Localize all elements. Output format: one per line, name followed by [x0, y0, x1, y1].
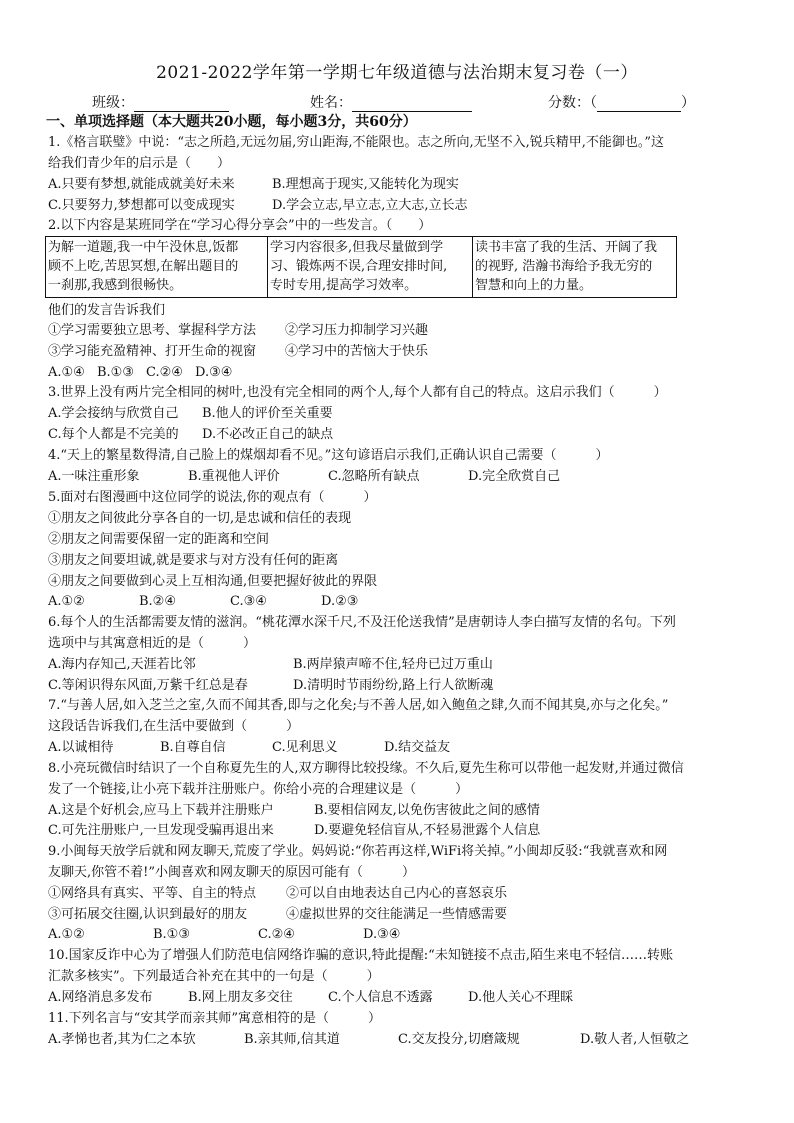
score-blank[interactable]	[597, 95, 681, 112]
q11-options	[48, 1031, 689, 1049]
q4-option-c[interactable]: C.忽略所有缺点	[328, 469, 420, 484]
q11-option-a[interactable]: A.孝悌也者,其为仁之本欤	[48, 1032, 196, 1047]
q10-option-a[interactable]: A.网络消息多发布	[48, 990, 153, 1005]
page-title: 2021-2022学年第一学期七年级道德与法治期末复习卷（一）	[156, 63, 638, 83]
score-label: 分数：	[548, 95, 590, 111]
q6-stem-1: 6.每个人的生活都需要友情的滋润。“桃花潭水深千尺,不及汪伦送我情”是唐朝诗人李白描写友情的名句。下列	[48, 615, 676, 630]
class-field[interactable]	[92, 92, 229, 112]
q9-option-c[interactable]: C.②④	[258, 927, 295, 942]
q3-option-d[interactable]: D.不必改正自己的缺点	[202, 427, 334, 442]
q5-options	[48, 593, 358, 611]
q2-cell-2-line: 习、锻炼两不误,合理安排时间,	[270, 259, 448, 274]
q2-cell-3	[472, 237, 676, 297]
q3-stem: 3.世界上没有两片完全相同的树叶,也没有完全相同的两个人,每个人都有自己的特点。这启示我们（ ）	[48, 385, 667, 400]
q8-stem-2: 发了一个链接,让小亮下载并注册账户。你给小亮的合理建议是（ ）	[48, 782, 469, 797]
q1-stem-2: 给我们青少年的启示是（ ）	[48, 156, 231, 171]
q1-stem-1: 1.《格言联璧》中说：“志之所趋,无远勿届,穷山距海,不能限也。志之所向,无坚不入,锐兵精甲,不能御也。”这	[48, 135, 664, 150]
q9-statement-4: ④虚拟世界的交往能满足一些情感需要	[286, 907, 508, 922]
q5-statement-4: ④朋友之间要做到心灵上互相沟通,但要把握好彼此的界限	[48, 574, 378, 589]
q2-stem: 2.以下内容是某班同学在“学习心得分享会”中的一些发言。（ ）	[48, 218, 432, 233]
name-label: 姓名：	[310, 95, 352, 111]
q9-statements-row1	[48, 885, 507, 903]
q8-options-row2	[48, 822, 540, 840]
q7-option-b[interactable]: B.自尊自信	[160, 740, 226, 755]
q4-option-d[interactable]: D.完全欣赏自己	[468, 469, 561, 484]
q4-option-b[interactable]: B.重视他人评价	[188, 469, 280, 484]
q2-option-b[interactable]: B.①③	[97, 365, 134, 380]
q3-option-a[interactable]: A.学会接纳与欣赏自己	[48, 406, 179, 421]
q9-option-a[interactable]: A.①②	[48, 927, 85, 942]
q10-option-d[interactable]: D.他人关心不理睬	[468, 990, 574, 1005]
q10-option-b[interactable]: B.网上朋友多交往	[188, 990, 293, 1005]
q9-statement-1: ①网络具有真实、平等、自主的特点	[48, 886, 257, 901]
q5-option-b[interactable]: B.②④	[139, 594, 176, 609]
q11-option-c[interactable]: C.交友投分,切磨箴规	[398, 1032, 520, 1047]
class-label: 班级：	[92, 95, 134, 111]
q9-statement-3: ③可拓展交往圈,认识到最好的朋友	[48, 907, 248, 922]
q8-stem-1: 8.小亮玩微信时结识了一个自称夏先生的人,双方聊得比较投缘。不久后,夏先生称可以带他一起发财,并通过微信	[48, 761, 684, 776]
q2-option-d[interactable]: D.③④	[195, 365, 233, 380]
q11-option-b[interactable]: B.亲其师,信其道	[244, 1032, 340, 1047]
q2-cell-2-line: 学习内容很多,但我尽量做到学	[270, 240, 444, 255]
q6-option-b[interactable]: B.两岸猿声啼不住,轻舟已过万重山	[293, 657, 493, 672]
q9-stem-1: 9.小闽每天放学后就和网友聊天,荒废了学业。妈妈说:“你若再这样,WiFi将关掉。”小闽却反驳:“我就喜欢和网	[48, 844, 668, 859]
q2-cell-1-line: 为解一道题,我一中午没休息,饭都	[48, 240, 239, 255]
q2-cell-2-line: 专时专用,提高学习效率。	[270, 278, 418, 293]
q8-option-d[interactable]: D.要避免轻信盲从,不轻易泄露个人信息	[314, 823, 541, 838]
q2-statements-row2	[48, 343, 428, 361]
q6-option-a[interactable]: A.海内存知己,天涯若比邻	[48, 657, 196, 672]
name-blank[interactable]	[352, 95, 472, 112]
q4-options	[48, 468, 560, 486]
q3-options-row1	[48, 405, 333, 423]
q10-options	[48, 989, 573, 1007]
q7-options	[48, 739, 450, 757]
q1-options-row1	[48, 176, 459, 194]
q3-options-row2	[48, 426, 333, 444]
class-blank[interactable]	[134, 95, 229, 112]
q5-option-c[interactable]: C.③④	[230, 594, 267, 609]
q2-cell-1	[46, 237, 267, 297]
q8-option-b[interactable]: B.要相信网友,以免伤害彼此之间的感情	[314, 803, 540, 818]
q1-option-c[interactable]: C.只要努力,梦想都可以变成现实	[48, 198, 235, 213]
q2-statement-4: ④学习中的苦恼大于快乐	[285, 344, 429, 359]
q2-statement-3: ③学习能充盈精神、打开生命的视窗	[48, 344, 257, 359]
name-field[interactable]	[310, 92, 472, 112]
q2-options	[48, 364, 232, 382]
q7-stem-2: 这段话告诉我们,在生活中要做到（ ）	[48, 719, 300, 734]
q4-stem: 4.“天上的繁星数得清,自己脸上的煤烟却看不见。”这句谚语启示我们,正确认识自己需要（ ）	[48, 448, 609, 463]
q2-cell-1-line: 顾不上吃,苦思冥想,在解出题目的	[48, 259, 239, 274]
q3-option-b[interactable]: B.他人的评价至关重要	[202, 406, 333, 421]
q1-option-b[interactable]: B.理想高于现实,又能转化为现实	[272, 177, 459, 192]
q7-option-a[interactable]: A.以诚相待	[48, 740, 114, 755]
score-paren-close: ）	[681, 95, 695, 111]
q10-stem-1: 10.国家反诈中心为了增强人们防范电信网络诈骗的意识,特此提醒:“未知链接不点击,陌生来电不轻信……转账	[48, 948, 673, 963]
section-heading: 一、单项选择题（本大题共20小题，每小题3分，共60分）	[46, 114, 417, 130]
q6-options-row2	[48, 677, 493, 695]
q9-statement-2: ②可以自由地表达自己内心的喜怒哀乐	[286, 886, 508, 901]
q2-cell-1-line: 一刹那,我感到很畅快。	[48, 278, 183, 293]
q2-cell-3-line: 智慧和向上的力量。	[475, 278, 593, 293]
q2-quote-table	[45, 236, 677, 298]
q1-option-a[interactable]: A.只要有梦想,就能成就美好未来	[48, 177, 235, 192]
q9-options	[48, 926, 400, 944]
q10-option-c[interactable]: C.个人信息不透露	[328, 990, 433, 1005]
score-field[interactable]	[548, 92, 695, 112]
q1-option-d[interactable]: D.学会立志,早立志,立大志,立长志	[272, 198, 468, 213]
q6-stem-2: 选项中与其寓意相近的是（ ）	[48, 636, 257, 651]
q3-option-c[interactable]: C.每个人都是不完美的	[48, 427, 179, 442]
q5-statement-1: ①朋友之间彼此分享各自的一切,是忠诚和信任的表现	[48, 511, 352, 526]
q2-cell-3-line: 的视野, 浩瀚书海给予我无穷的	[475, 259, 653, 274]
q10-stem-2: 汇款多核实”。下列最适合补充在其中的一句是（ ）	[48, 969, 380, 984]
q5-stem: 5.面对右图漫画中这位同学的说法,你的观点有（ ）	[48, 490, 377, 505]
score-paren-open: （	[590, 95, 597, 111]
q5-option-a[interactable]: A.①②	[48, 594, 85, 609]
q2-cell-3-line: 读书丰富了我的生活、开阔了我	[475, 240, 658, 255]
q6-option-d[interactable]: D.清明时节雨纷纷,路上行人欲断魂	[293, 678, 494, 693]
q2-cell-2	[267, 237, 472, 297]
q6-options-row1	[48, 656, 493, 674]
q5-option-d[interactable]: D.②③	[321, 594, 359, 609]
q8-option-a[interactable]: A.这是个好机会,应马上下载并注册账户	[48, 803, 274, 818]
q2-option-c[interactable]: C.②④	[146, 365, 183, 380]
q9-statements-row2	[48, 906, 507, 924]
q6-option-c[interactable]: C.等闲识得东风面,万紫千红总是春	[48, 678, 248, 693]
q9-option-d[interactable]: D.③④	[363, 927, 401, 942]
q11-stem: 11.下列名言与“安其学而亲其师”寓意相符的是（ ）	[48, 1011, 381, 1026]
q9-stem-2: 友聊天,你管不着!”小闽喜欢和网友聊天的原因可能有（ ）	[48, 865, 416, 880]
q7-stem-1: 7.“与善人居,如入芝兰之室,久而不闻其香,即与之化矣;与不善人居,如入鲍鱼之肆,久而不闻其臭,亦与之化矣。”	[48, 698, 669, 713]
q9-option-b[interactable]: B.①③	[153, 927, 190, 942]
q7-option-c[interactable]: C.见利思义	[272, 740, 338, 755]
q7-option-d[interactable]: D.结交益友	[384, 740, 451, 755]
q5-statement-3: ③朋友之间要坦诚,就是要求与对方没有任何的距离	[48, 553, 339, 568]
q2-statements-row1	[48, 322, 428, 340]
q4-option-a[interactable]: A.一味注重形象	[48, 469, 140, 484]
q2-after-text: 他们的发言告诉我们	[48, 303, 166, 318]
q8-options-row1	[48, 802, 540, 820]
q8-option-c[interactable]: C.可先注册账户,一旦发现受骗再退出来	[48, 823, 274, 838]
q5-statement-2: ②朋友之间需要保留一定的距离和空间	[48, 532, 270, 547]
q2-statement-2: ②学习压力抑制学习兴趣	[285, 323, 429, 338]
q2-statement-1: ①学习需要独立思考、掌握科学方法	[48, 323, 257, 338]
q11-option-d[interactable]: D.敬人者,人恒敬之	[580, 1032, 690, 1047]
q1-options-row2	[48, 197, 468, 215]
q2-option-a[interactable]: A.①④	[48, 365, 85, 380]
